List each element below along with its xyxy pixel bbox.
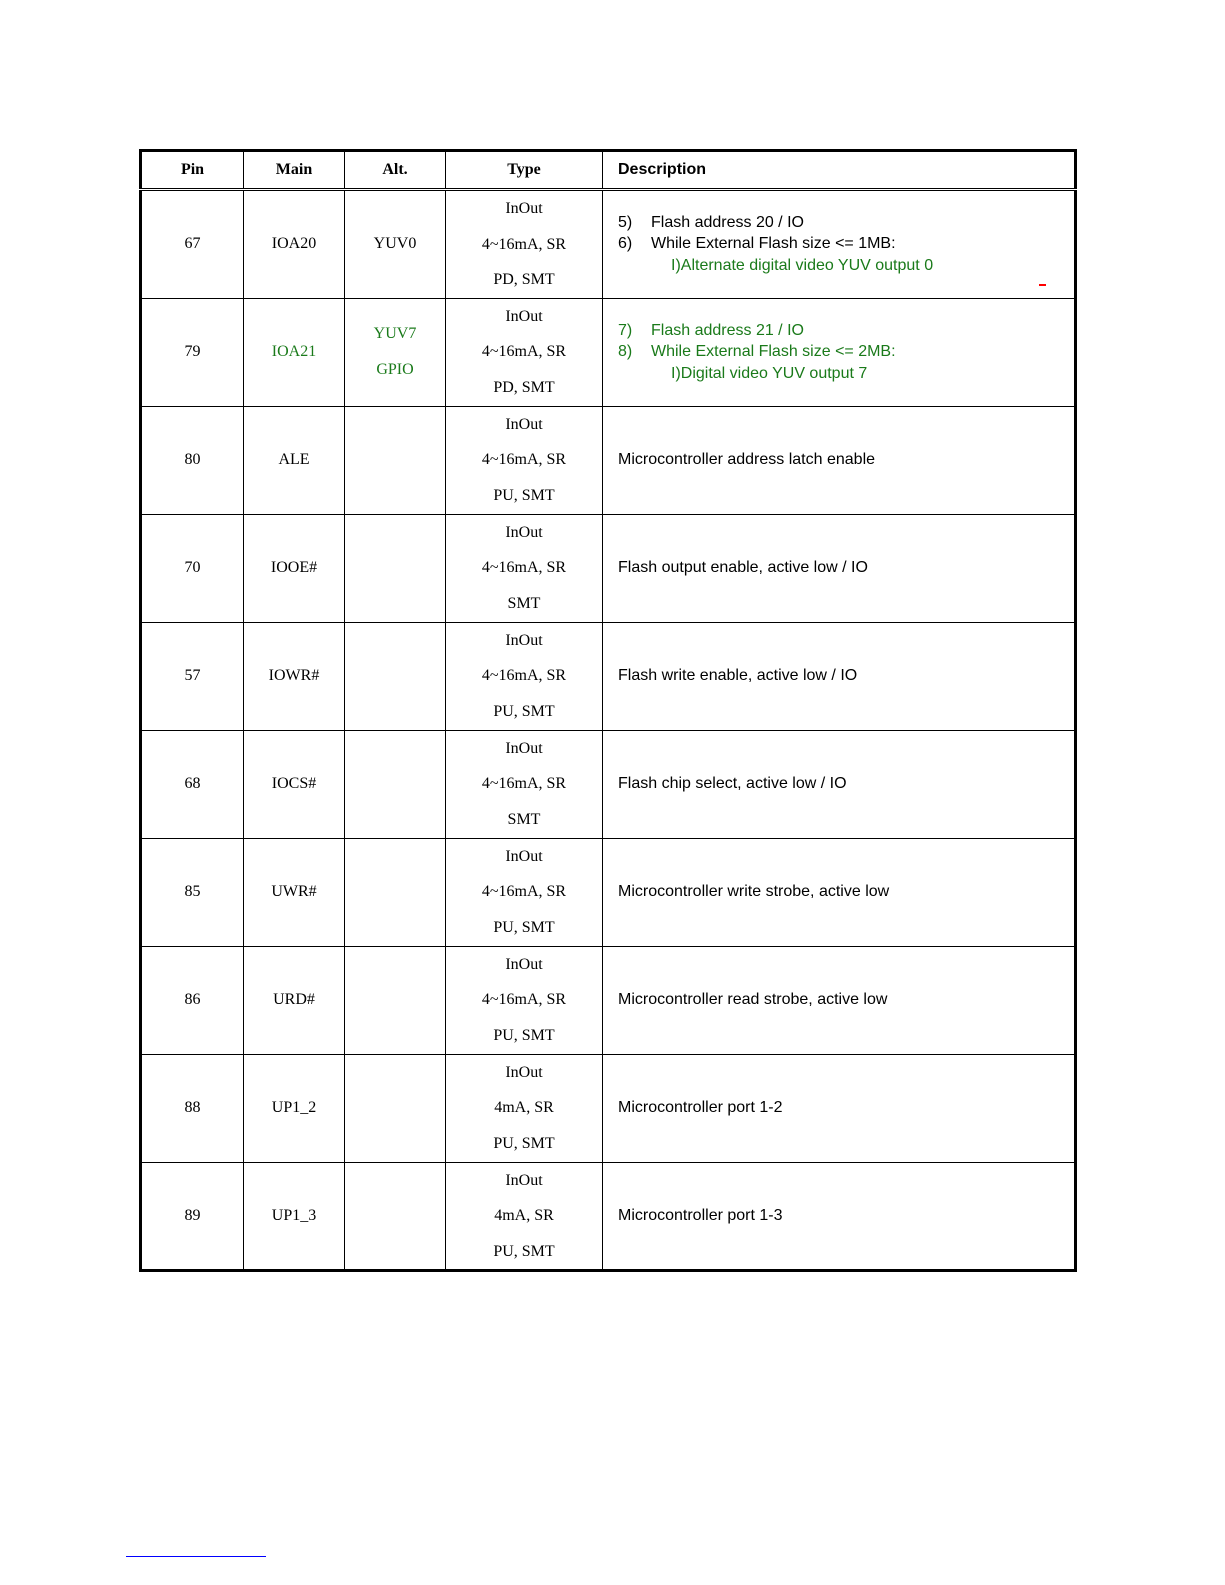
- type-direction: InOut: [505, 523, 543, 541]
- type-pull: PU, SMT: [493, 1242, 555, 1260]
- description-cell: Microcontroller write strobe, active low: [603, 838, 1076, 946]
- alt-cell: [345, 298, 446, 406]
- type-cell: [446, 838, 603, 946]
- type-pull: PU, SMT: [493, 1134, 555, 1152]
- item-number: 7): [618, 321, 633, 339]
- table-row: [141, 298, 1076, 406]
- item-number: 6): [618, 234, 633, 252]
- type-drive: 4~16mA, SR: [481, 343, 567, 361]
- description-cell: Flash chip select, active low / IO: [603, 730, 1076, 838]
- type-drive: 4~16mA, SR: [481, 883, 567, 901]
- type-pull: PU, SMT: [493, 918, 555, 936]
- header-description: Description: [603, 151, 1076, 190]
- pin-cell: 79: [141, 298, 244, 406]
- header-row: [141, 151, 1076, 190]
- alt-cell: [345, 514, 446, 622]
- table-row: [141, 622, 1076, 730]
- alt-cell: [345, 838, 446, 946]
- type-drive: 4~16mA, SR: [481, 451, 567, 469]
- pin-cell: 85: [141, 838, 244, 946]
- alt-value: YUV7: [373, 325, 417, 342]
- description-cell: Microcontroller port 1-2: [603, 1054, 1076, 1162]
- table-row: [141, 838, 1076, 946]
- type-direction: InOut: [505, 955, 543, 973]
- alt-cell: [345, 1054, 446, 1162]
- type-cell: [446, 946, 603, 1054]
- table-row: [141, 1054, 1076, 1162]
- main-cell: IOOE#: [244, 514, 345, 622]
- type-direction: InOut: [505, 739, 543, 757]
- alt-cell: [345, 1162, 446, 1271]
- description-subitem: I)Digital video YUV output 7: [671, 364, 868, 382]
- header-type: Type: [446, 151, 603, 190]
- table-row: [141, 730, 1076, 838]
- type-pull: PD, SMT: [493, 271, 555, 288]
- main-cell: IOA20: [244, 190, 345, 299]
- description-cell: Flash output enable, active low / IO: [603, 514, 1076, 622]
- type-cell: [446, 730, 603, 838]
- main-cell: IOWR#: [244, 622, 345, 730]
- revision-mark: [1039, 284, 1046, 286]
- main-cell: IOCS#: [244, 730, 345, 838]
- type-cell: [446, 1162, 603, 1271]
- description-cell: [603, 298, 1076, 406]
- pin-cell: 80: [141, 406, 244, 514]
- description-subitem: I)Alternate digital video YUV output 0: [671, 256, 934, 274]
- pin-cell: 89: [141, 1162, 244, 1271]
- type-cell: [446, 514, 603, 622]
- alt-cell: [345, 622, 446, 730]
- main-cell: URD#: [244, 946, 345, 1054]
- table-row: [141, 1162, 1076, 1271]
- type-cell: [446, 190, 603, 299]
- pin-cell: 57: [141, 622, 244, 730]
- alt-cell: [345, 946, 446, 1054]
- type-direction: InOut: [505, 200, 543, 217]
- type-direction: InOut: [505, 631, 543, 649]
- item-text: Flash address 21 / IO: [651, 321, 804, 339]
- pin-cell: 67: [141, 190, 244, 299]
- type-pull: PD, SMT: [493, 378, 555, 396]
- description-cell: Microcontroller port 1-3: [603, 1162, 1076, 1271]
- table-row: [141, 514, 1076, 622]
- item-text: While External Flash size <= 1MB:: [651, 234, 896, 252]
- type-direction: InOut: [505, 415, 543, 433]
- alt-cell: [345, 730, 446, 838]
- type-drive: 4mA, SR: [494, 1099, 554, 1117]
- type-cell: [446, 1054, 603, 1162]
- description-cell: [603, 190, 1076, 299]
- type-pull: PU, SMT: [493, 702, 555, 720]
- item-number: 8): [618, 342, 633, 360]
- type-cell: [446, 622, 603, 730]
- pin-table: [139, 149, 1077, 1272]
- type-drive: 4~16mA, SR: [481, 559, 567, 577]
- item-text: While External Flash size <= 2MB:: [651, 342, 896, 360]
- pin-cell: 86: [141, 946, 244, 1054]
- alt-value: YUV0: [373, 235, 417, 253]
- main-cell: ALE: [244, 406, 345, 514]
- item-number: 5): [618, 213, 633, 231]
- type-drive: 4~16mA, SR: [481, 235, 567, 253]
- pin-cell: 88: [141, 1054, 244, 1162]
- type-direction: InOut: [505, 1063, 543, 1081]
- item-text: Flash address 20 / IO: [651, 213, 804, 231]
- description-cell: Flash write enable, active low / IO: [603, 622, 1076, 730]
- description-item: [618, 212, 1074, 233]
- table-row: [141, 406, 1076, 514]
- table-row: [141, 190, 1076, 299]
- type-pull: PU, SMT: [493, 486, 555, 504]
- type-direction: InOut: [505, 307, 543, 325]
- type-pull: PU, SMT: [493, 1026, 555, 1044]
- type-drive: 4~16mA, SR: [481, 991, 567, 1009]
- main-cell: UWR#: [244, 838, 345, 946]
- header-main: Main: [244, 151, 345, 190]
- type-pull: SMT: [507, 810, 541, 828]
- alt-cell: [345, 190, 446, 299]
- type-cell: [446, 298, 603, 406]
- main-cell: UP1_2: [244, 1054, 345, 1162]
- type-cell: [446, 406, 603, 514]
- description-cell: Microcontroller address latch enable: [603, 406, 1076, 514]
- type-pull: SMT: [507, 594, 541, 612]
- type-drive: 4~16mA, SR: [481, 667, 567, 685]
- header-pin: Pin: [141, 151, 244, 190]
- alt-value: GPIO: [376, 361, 414, 378]
- description-item: [618, 233, 1074, 254]
- pin-cell: 68: [141, 730, 244, 838]
- type-direction: InOut: [505, 1171, 543, 1189]
- footer-link-underline[interactable]: [126, 1556, 266, 1557]
- description-item: [618, 320, 1074, 341]
- alt-cell: [345, 406, 446, 514]
- description-cell: Microcontroller read strobe, active low: [603, 946, 1076, 1054]
- type-drive: 4~16mA, SR: [481, 775, 567, 793]
- main-cell: UP1_3: [244, 1162, 345, 1271]
- main-cell: IOA21: [244, 298, 345, 406]
- pin-cell: 70: [141, 514, 244, 622]
- type-drive: 4mA, SR: [494, 1207, 554, 1224]
- header-alt: Alt.: [345, 151, 446, 190]
- description-item: [618, 341, 1074, 362]
- table-row: [141, 946, 1076, 1054]
- type-direction: InOut: [505, 847, 543, 865]
